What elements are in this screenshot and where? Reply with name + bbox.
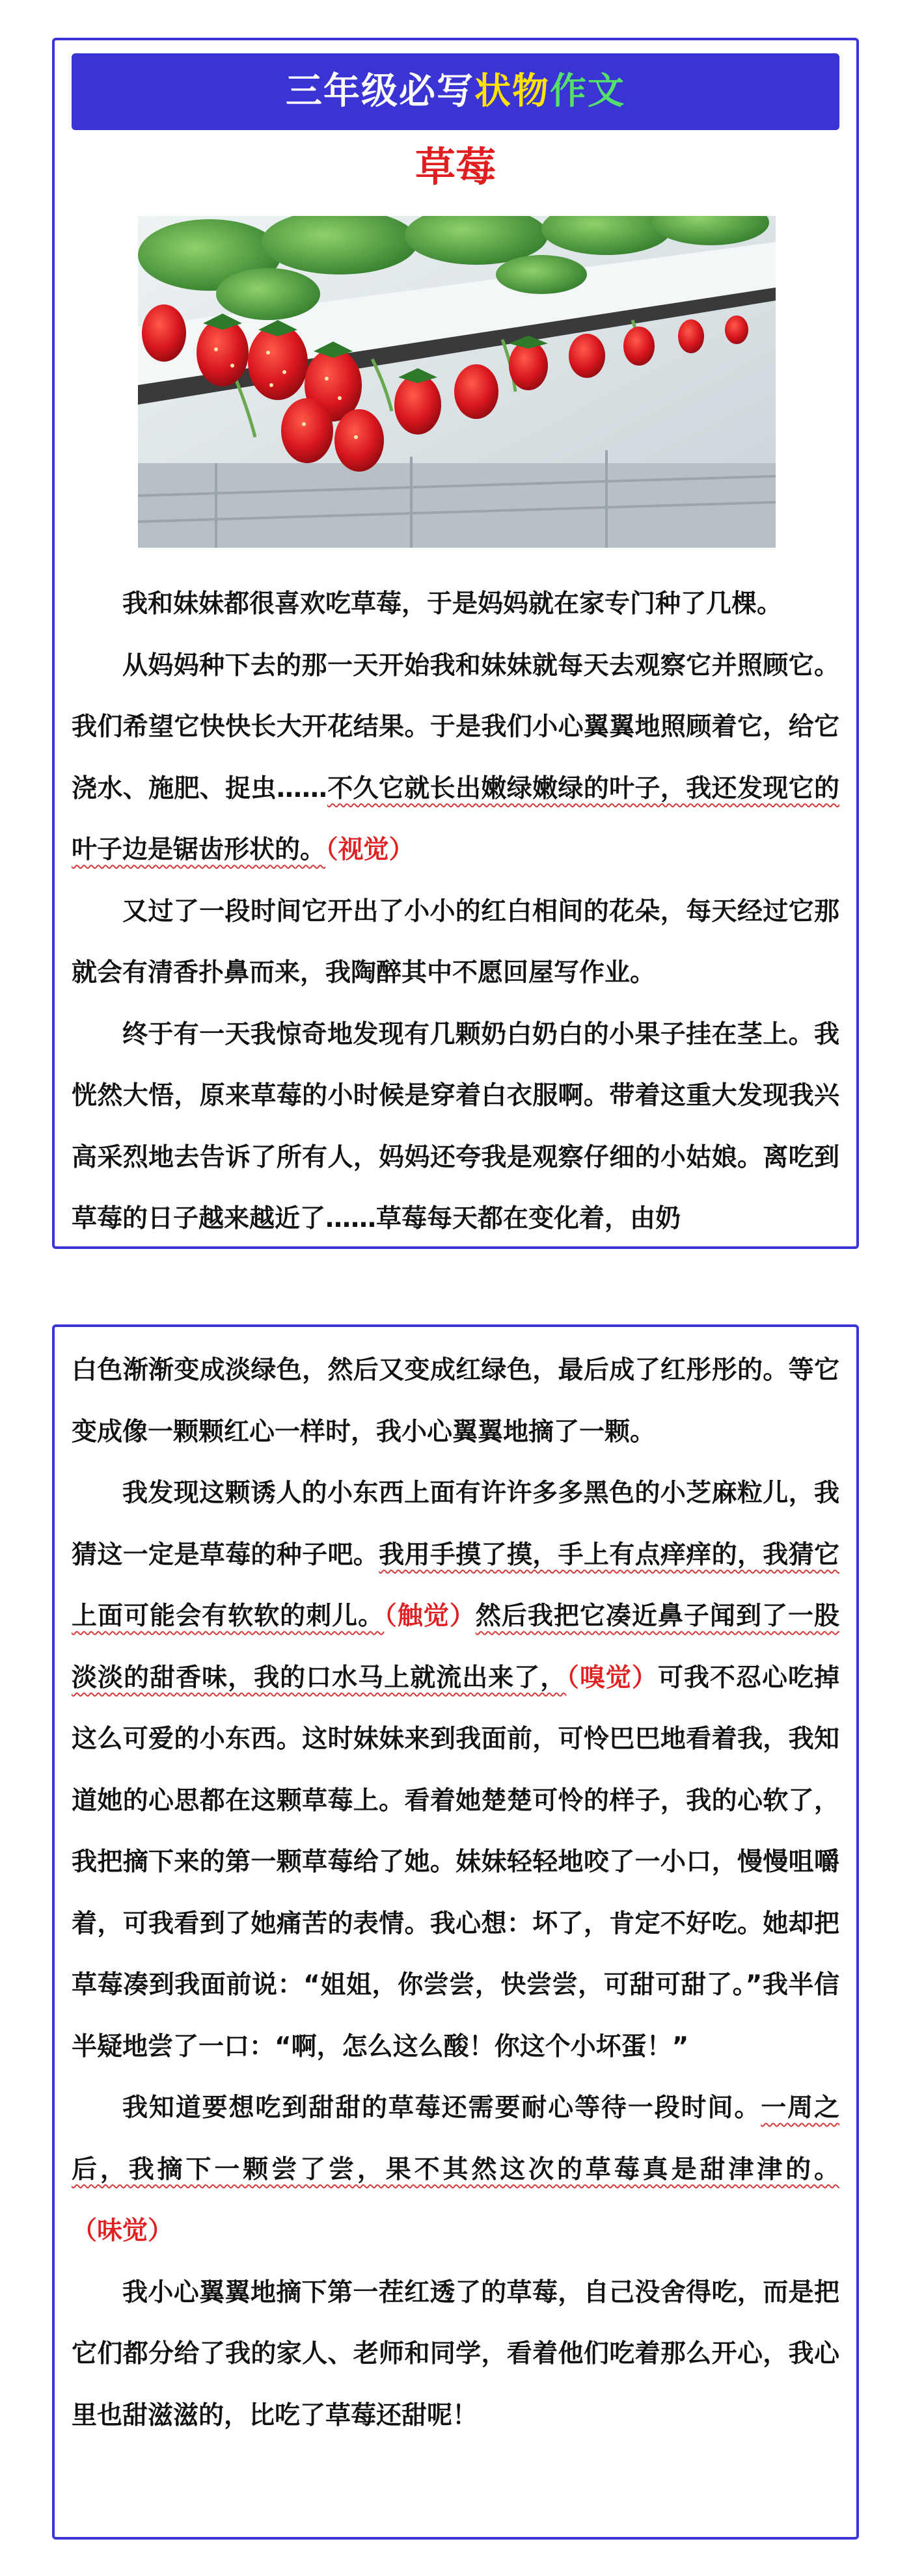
highlighted-sentence: 然后我把它凑近鼻子闻到了一股淡淡的甜香味，我的口水马上就流出来了， (72, 1602, 839, 1693)
banner-text-2: 状物 (474, 70, 550, 113)
essay-title: 草莓 (415, 143, 496, 191)
paragraph (72, 2078, 839, 2262)
page-card-2 (52, 1324, 859, 2540)
banner-text-3: 作文 (550, 70, 625, 113)
essay-body-part-1 (72, 574, 839, 1250)
paragraph: 终于有一天我惊奇地发现有几颗奶白奶白的小果子挂在茎上。我恍然大悟，原来草莓的小时候是穿着白衣服啊。带着这重大发现我兴高采烈地去告诉了所有人，妈妈还夸我是观察仔细的小姑娘。离吃到草莓的日子越来越近了……草莓每天都在变化着，由奶 (72, 1019, 839, 1233)
paragraph (72, 636, 839, 881)
paragraph-text: 从妈妈种下去的那一天开始我和妹妹就每天去观察它并照顾它。我们希望它快快长大开花结果。于是我们小心翼翼地照顾着它，给它浇水、施肥、捉虫…… (72, 651, 839, 803)
highlighted-sentence: 一周之后，我摘下一颗尝了尝，果不其然这次的草莓真是甜津津的。 (72, 2093, 839, 2184)
highlighted-sentence: 不久它就长出嫩绿嫩绿的叶子，我还发现它的叶子边是锯齿形状的。 (72, 773, 839, 865)
header-banner (72, 53, 839, 130)
paragraph: 白色渐渐变成淡绿色，然后又变成红绿色，最后成了红彤彤的。等它变成像一颗颗红心一样时，我小心翼翼地摘了一颗。 (72, 1356, 839, 1447)
sense-tag-smell: （嗅觉） (566, 1663, 658, 1693)
strawberry-plant-icon (138, 216, 776, 548)
strawberry-photo (138, 216, 776, 548)
sense-tag-taste: （味觉） (72, 2216, 174, 2246)
banner-text-1: 三年级必写 (286, 70, 474, 113)
paragraph (72, 1463, 839, 2078)
paragraph-text: 我发现这颗诱人的小东西上面有许许多多黑色的小芝麻粒儿，我猜这一定是草莓的种子吧。 (72, 1479, 839, 1570)
essay-body-part-2 (72, 1340, 839, 2447)
paragraph: 我和妹妹都很喜欢吃草莓，于是妈妈就在家专门种了几棵。 (122, 589, 783, 619)
paragraph: 我小心翼翼地摘下第一茬红透了的草莓，自己没舍得吃，而是把它们都分给了我的家人、老师和同学，看着他们吃着那么开心，我心里也甜滋滋的，比吃了草莓还甜呢！ (72, 2277, 839, 2430)
paragraph-text: 可我不忍心吃掉这么可爱的小东西。这时妹妹来到我面前，可怜巴巴地看着我，我知道她的心思都在这颗草莓上。看着她楚楚可怜的样子，我的心软了，我把摘下来的第一颗草莓给了她。妹妹轻轻地咬了一小口，慢慢咀嚼着，可我看到了她痛苦的表情。我心想：坏了，肯定不好吃。她却把草莓凑到我面前说：“姐姐，你尝尝，快尝尝，可甜可甜了。”我半信半疑地尝了一口：“啊，怎么这么酸！你这个小坏蛋！” (72, 1663, 839, 2061)
sense-tag-visual: （视觉） (325, 835, 415, 865)
sense-tag-touch: （触觉） (384, 1602, 476, 1631)
page-card-1 (52, 38, 859, 1249)
paragraph: 又过了一段时间它开出了小小的红白相间的花朵，每天经过它那就会有清香扑鼻而来，我陶醉其中不愿回屋写作业。 (72, 896, 839, 987)
highlighted-sentence: 我用手摸了摸，手上有点痒痒的，我猜它上面可能会有软软的刺儿。 (72, 1540, 839, 1631)
paragraph-text: 我知道要想吃到甜甜的草莓还需要耐心等待一段时间。 (122, 2093, 761, 2123)
